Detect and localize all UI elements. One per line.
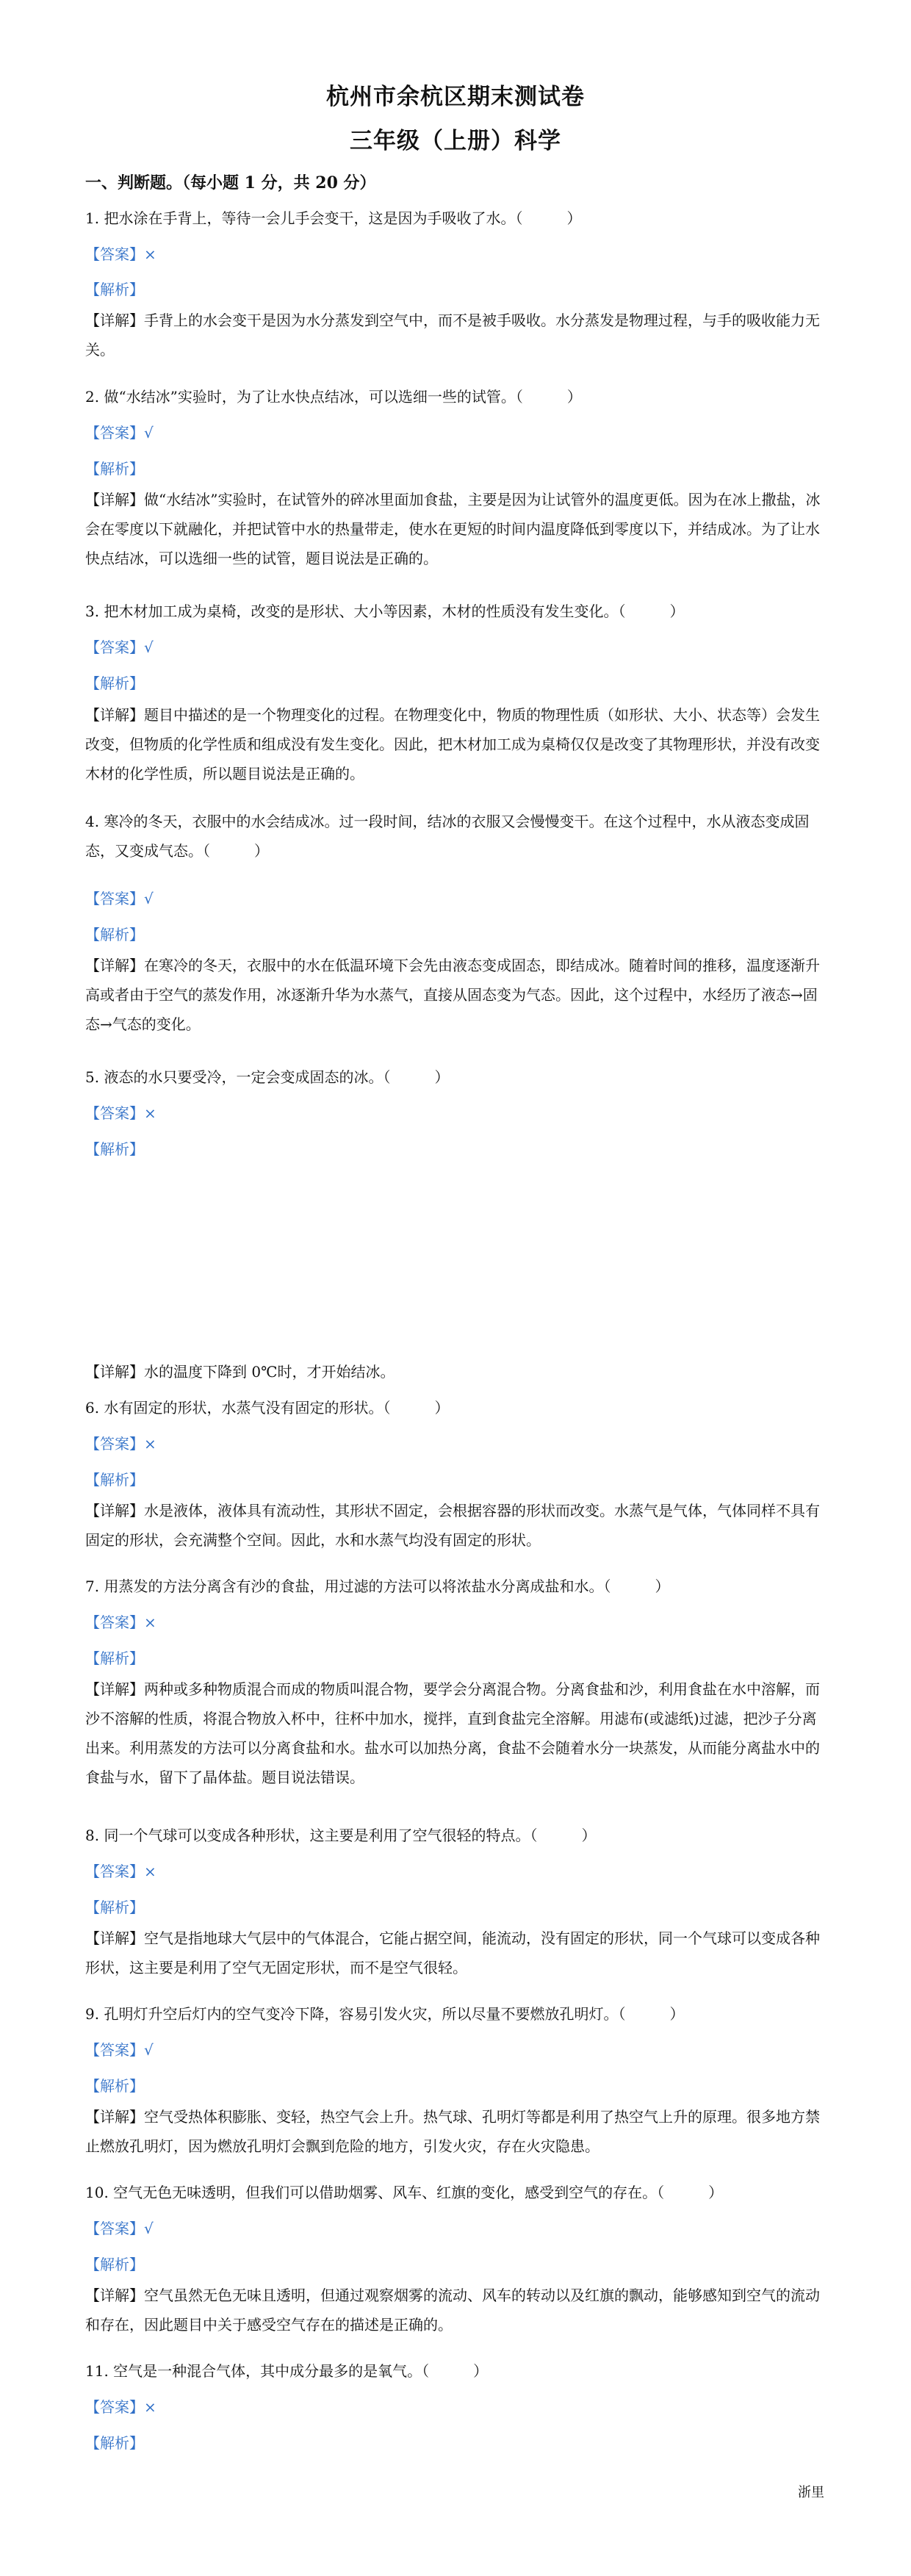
analysis-label-9: 【解析】: [85, 2077, 144, 2095]
detail-9: 【详解】空气受热体积膨胀、变轻，热空气会上升。热气球、孔明灯等都是利用了热空气上升的原理。很多地方禁止燃放孔明灯，因为燃放孔明灯会飘到危险的地方，引发火灾，存在火灾隐患。: [85, 2108, 820, 2155]
detail-5: 【详解】水的温度下降到 0℃时，才开始结冰。: [85, 1363, 395, 1381]
detail-2: 【详解】做“水结冰”实验时，在试管外的碎冰里面加食盐，主要是因为让试管外的温度更低。因为在冰上撒盐，冰会在零度以下就融化，并把试管中水的热量带走，使水在更短的时间内温度降低到零度以下，并结成冰。为了让水快点结冰，可以选细一些的试管，题目说法是正确的。: [85, 491, 821, 567]
exam-subtitle: 三年级（上册）科学: [350, 128, 561, 154]
analysis-label-5: 【解析】: [85, 1140, 144, 1158]
analysis-label-10: 【解析】: [85, 2256, 144, 2273]
question-4: 4. 寒冷的冬天，衣服中的水会结成冰。过一段时间，结冰的衣服又会慢慢变干。在这个过程中，水从液态变成固态，又变成气态。（ ）: [85, 813, 810, 860]
question-11: 11. 空气是一种混合气体，其中成分最多的是氧气。（ ）: [85, 2362, 489, 2380]
question-10: 10. 空气无色无味透明，但我们可以借助烟雾、风车、红旗的变化，感受到空气的存在。（ ）: [85, 2184, 724, 2201]
question-7: 7. 用蒸发的方法分离含有沙的食盐，用过滤的方法可以将浓盐水分离成盐和水。（ ）: [85, 1577, 670, 1595]
footer-watermark: 浙里: [798, 2485, 824, 2500]
analysis-label-6: 【解析】: [85, 1471, 144, 1489]
analysis-label-2: 【解析】: [85, 460, 144, 478]
answer-8: 【答案】×: [85, 1863, 156, 1880]
detail-8: 【详解】空气是指地球大气层中的气体混合，它能占据空间，能流动，没有固定的形状，同一个气球可以变成各种形状，这主要是利用了空气无固定形状，而不是空气很轻。: [85, 1929, 820, 1976]
exam-title: 杭州市余杭区期末测试卷: [326, 84, 585, 110]
answer-3: 【答案】√: [85, 638, 154, 656]
answer-6: 【答案】×: [85, 1435, 156, 1453]
question-2: 2. 做“水结冰”实验时，为了让水快点结冰，可以选细一些的试管。（ ）: [85, 388, 582, 406]
detail-7: 【详解】两种或多种物质混合而成的物质叫混合物，要学会分离混合物。分离食盐和沙，利用食盐在水中溶解，而沙不溶解的性质，将混合物放入杯中，往杯中加水，搅拌，直到食盐完全溶解。用滤布(或滤纸)过滤，把沙子分离出来。利用蒸发的方法可以分离食盐和水。盐水可以加热分离，食盐不会随着水分一块蒸发，从而能分离盐水中的食盐与水，留下了晶体盐。题目说法错误。: [85, 1680, 820, 1786]
analysis-label-7: 【解析】: [85, 1649, 144, 1667]
analysis-label-11: 【解析】: [85, 2434, 144, 2452]
question-9: 9. 孔明灯升空后灯内的空气变冷下降，容易引发火灾，所以尽量不要燃放孔明灯。（ ）: [85, 2005, 685, 2023]
question-5: 5. 液态的水只要受冷，一定会变成固态的冰。（ ）: [85, 1068, 450, 1086]
answer-7: 【答案】×: [85, 1613, 156, 1631]
analysis-label-3: 【解析】: [85, 674, 144, 692]
analysis-label-8: 【解析】: [85, 1899, 144, 1916]
detail-1: 【详解】手背上的水会变干是因为水分蒸发到空气中，而不是被手吸收。水分蒸发是物理过程，与手的吸收能力无关。: [85, 312, 820, 359]
answer-4: 【答案】√: [85, 890, 154, 907]
question-3: 3. 把木材加工成为桌椅，改变的是形状、大小等因素，木材的性质没有发生变化。（ ）: [85, 602, 685, 620]
answer-11: 【答案】×: [85, 2398, 156, 2416]
analysis-label-1: 【解析】: [85, 281, 144, 298]
analysis-label-4: 【解析】: [85, 926, 144, 943]
detail-6: 【详解】水是液体，液体具有流动性，其形状不固定，会根据容器的形状而改变。水蒸气是气体，气体同样不具有固定的形状，会充满整个空间。因此，水和水蒸气均没有固定的形状。: [85, 1502, 820, 1549]
answer-1: 【答案】×: [85, 245, 156, 263]
question-6: 6. 水有固定的形状，水蒸气没有固定的形状。（ ）: [85, 1399, 450, 1417]
detail-4: 【详解】在寒冷的冬天，衣服中的水在低温环境下会先由液态变成固态，即结成冰。随着时间的推移，温度逐渐升高或者由于空气的蒸发作用，冰逐渐升华为水蒸气，直接从固态变为气态。因此，这个过程中，水经历了液态→固态→气态的变化。: [85, 957, 820, 1033]
answer-5: 【答案】×: [85, 1104, 156, 1122]
detail-3: 【详解】题目中描述的是一个物理变化的过程。在物理变化中，物质的物理性质（如形状、大小、状态等）会发生改变，但物质的化学性质和组成没有发生变化。因此，把木材加工成为桌椅仅仅是改变了其物理形状，并没有改变木材的化学性质，所以题目说法是正确的。: [85, 706, 820, 782]
answer-10: 【答案】√: [85, 2220, 154, 2237]
section-heading: 一、判断题。（每小题 1 分，共 20 分）: [85, 173, 376, 193]
answer-2: 【答案】√: [85, 424, 154, 442]
answer-9: 【答案】√: [85, 2041, 154, 2059]
question-8: 8. 同一个气球可以变成各种形状，这主要是利用了空气很轻的特点。（ ）: [85, 1827, 597, 1844]
question-1: 1. 把水涂在手背上，等待一会儿手会变干，这是因为手吸收了水。（ ）: [85, 209, 582, 227]
detail-10: 【详解】空气虽然无色无味且透明，但通过观察烟雾的流动、风车的转动以及红旗的飘动，能够感知到空气的流动和存在，因此题目中关于感受空气存在的描述是正确的。: [85, 2287, 820, 2334]
